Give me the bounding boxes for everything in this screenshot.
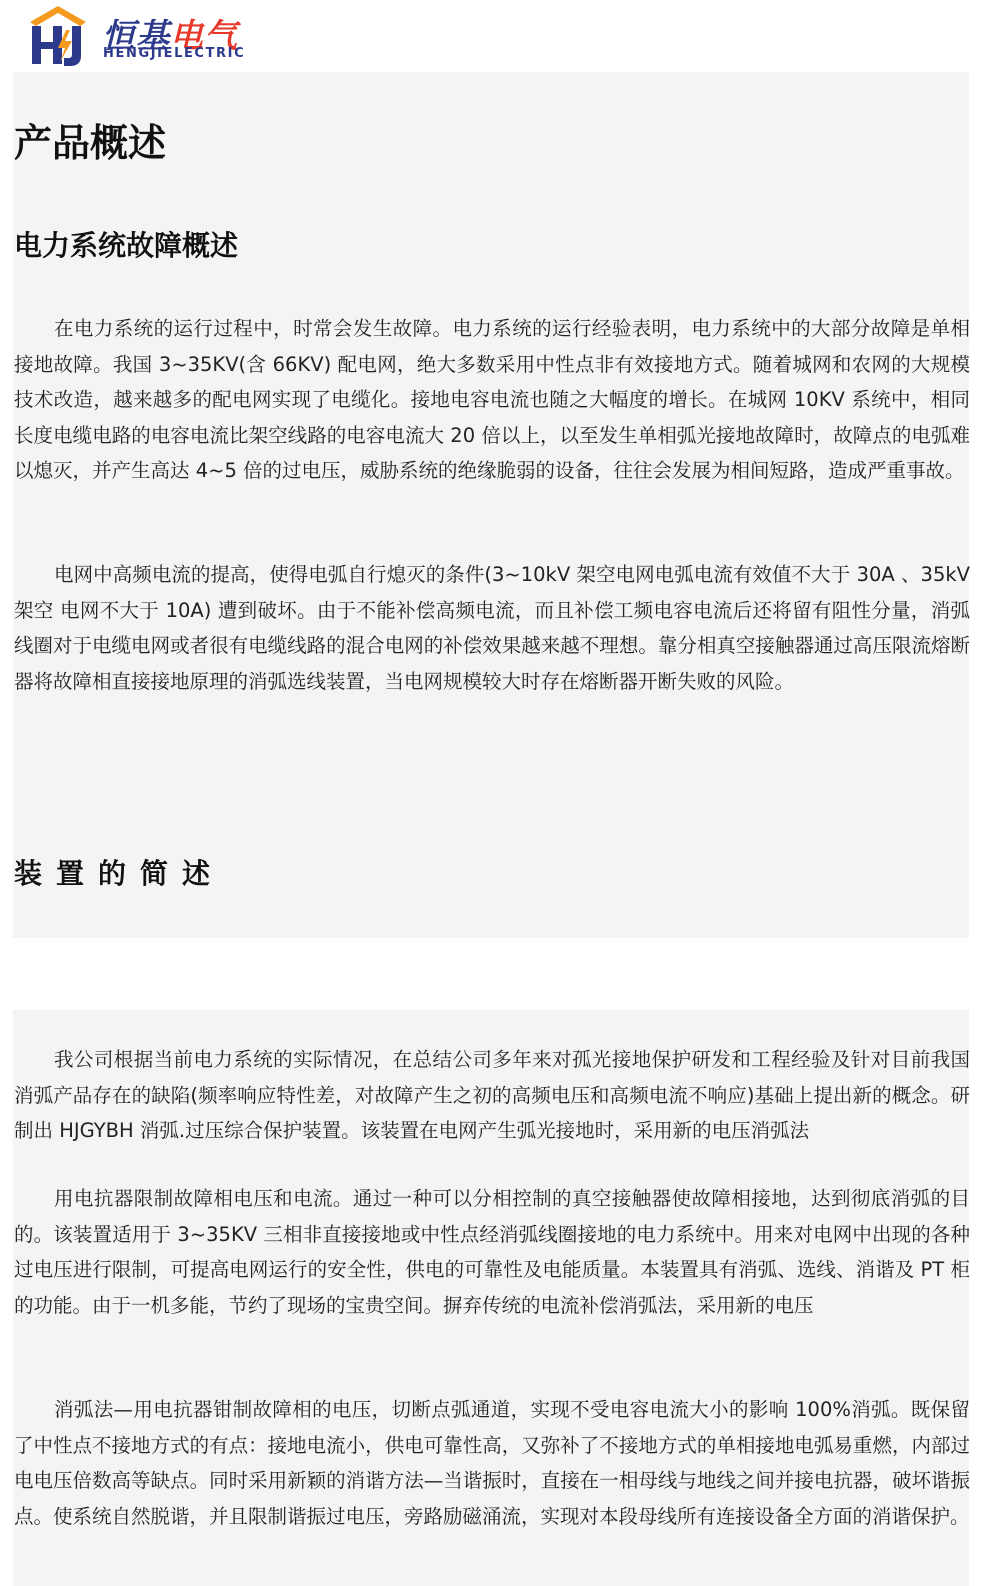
company-logo-icon <box>26 4 90 68</box>
section2-heading: 装置的简述 <box>14 857 225 890</box>
page-title: 产品概述 <box>14 121 167 165</box>
section2-paragraph-3: 消弧法—用电抗器钳制故障相的电压，切断点弧通道，实现不受电容电流大小的影响 100%消弧。既保留了中性点不接地方式的有点：接地电流小，供电可靠性高，又弥补了不接地方式的单相接地电弧易重燃，内部过电电压倍数高等缺点。同时采用新颖的消谐方法—当谐振时，直接在一相母线与地线之间并接电抗器，破坏谐振点。使系统自然脱谐，并且限制谐振过电压，旁路励磁涌流，实现对本段母线所有连接设备全方面的消谐保护。 <box>14 1398 970 1528</box>
brand-name-cn: 恒基电气 <box>102 16 238 55</box>
section2-paragraph-2: 用电抗器限制故障相电压和电流。通过一种可以分相控制的真空接触器使故障相接地，达到彻底消弧的目的。该装置适用于 3~35KV 三相非直接接地或中性点经消弧线圈接地的电力系统中。用来对电网中出现的各种过电压进行限制，可提高电网运行的安全性，供电的可靠性及电能质量。本装置具有消弧、选线、消谐及 PT 柜的功能。由于一机多能，节约了现场的宝贵空间。摒弃传统的电流补偿消弧法，采用新的电压 <box>14 1187 970 1317</box>
brand-name-en: HENGJIELECTRIC <box>103 46 246 61</box>
overview-panel <box>13 72 969 938</box>
section1-paragraph-2: 电网中高频电流的提高，使得电弧自行熄灭的条件(3~10kV 架空电网电弧电流有效值不大于 30A 、35kV 架空 电网不大于 10A) 遭到破坏。由于不能补偿高频电流，而且补偿工频电容电流后还将留有阻性分量，消弧线圈对于电缆电网或者很有电缆线路的混合电网的补偿效果越来越不理想。靠分相真空接触器通过高压限流熔断器将故障相直接接地原理的消弧选线装置，当电网规模较大时存在熔断器开断失败的风险。 <box>14 563 970 693</box>
section2-paragraph-1: 我公司根据当前电力系统的实际情况，在总结公司多年来对孤光接地保护研发和工程经验及针对目前我国消弧产品存在的缺陷(频率响应特性差，对故障产生之初的高频电压和高频电流不响应)基础上提出新的概念。研制出 HJGYBH 消弧.过压综合保护装置。该装置在电网产生弧光接地时，采用新的电压消弧法 <box>14 1048 970 1143</box>
header <box>0 0 1000 72</box>
section1-paragraph-1: 在电力系统的运行过程中，时常会发生故障。电力系统的运行经验表明，电力系统中的大部分故障是单相 接地故障。我国 3~35KV(含 66KV) 配电网，绝大多数采用中性点非有效接地方式。随着城网和农网的大规模技术改造，越来越多的配电网实现了电缆化。接地电容电流也随之大幅度的增长。在城网 10KV 系统中，相同长度电缆电路的电容电流比架空线路的电容电流大 20 倍以上，以至发生单相弧光接地故障时，故障点的电弧难以熄灭，并产生高达 4~5 倍的过电压，威胁系统的绝缘脆弱的设备，往往会发展为相间短路，造成严重事故。 <box>14 317 970 483</box>
section1-heading: 电力系统故障概述 <box>14 229 239 262</box>
